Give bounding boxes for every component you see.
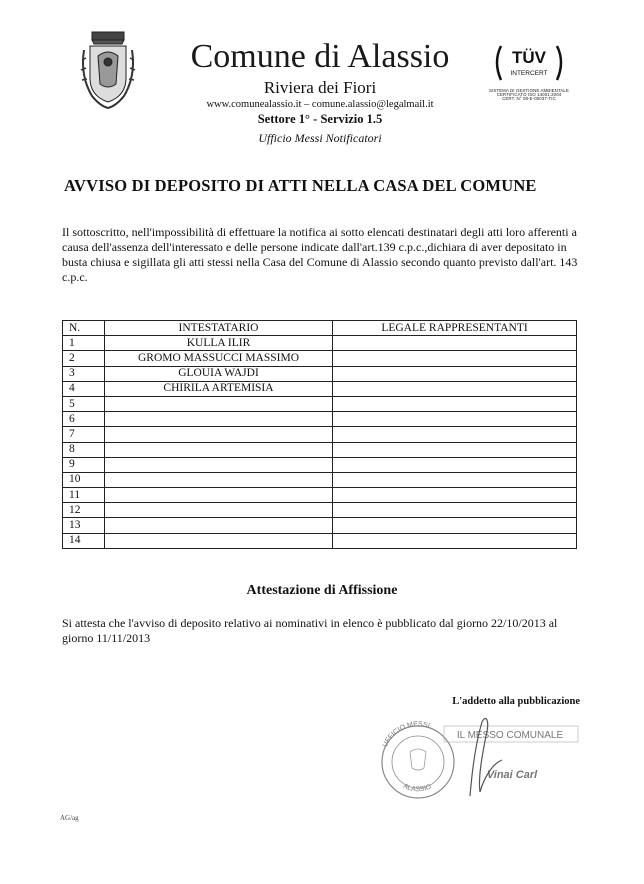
row-legale — [333, 457, 577, 472]
header-legale: LEGALE RAPPRESENTANTI — [333, 321, 577, 336]
row-intestatario — [105, 503, 333, 518]
cert-line-2: CERTIFICATO ISO 14001:2004 — [496, 92, 562, 98]
row-intestatario — [105, 518, 333, 533]
row-intestatario: GROMO MASSUCCI MASSIMO — [105, 351, 333, 366]
row-intestatario — [105, 427, 333, 442]
table-row — [63, 396, 577, 411]
table-row — [63, 503, 577, 518]
stamp-title-text: IL MESSO COMUNALE — [456, 730, 564, 741]
comune-subtitle: Riviera dei Fiori — [263, 78, 377, 97]
row-legale — [333, 412, 577, 427]
row-number: 12 — [63, 503, 105, 518]
attestazione-title: Attestazione di Affissione — [246, 583, 398, 598]
row-intestatario: CHIRILA ARTEMISIA — [105, 381, 333, 396]
footer-code: AG/ag — [60, 814, 79, 822]
row-number: 7 — [63, 427, 105, 442]
table-row — [63, 518, 577, 533]
row-intestatario — [105, 457, 333, 472]
row-legale — [333, 472, 577, 487]
comune-crest-icon — [78, 30, 138, 112]
table-row — [63, 442, 577, 457]
row-number: 9 — [63, 457, 105, 472]
comune-title: Comune di Alassio — [190, 38, 450, 75]
contact-line: www.comunealassio.it – comune.alassio@legalmail.it — [206, 99, 434, 110]
row-legale — [333, 427, 577, 442]
header-n: N. — [63, 321, 105, 336]
tuv-logo-icon — [491, 42, 567, 84]
row-legale — [333, 366, 577, 381]
official-stamp-icon — [372, 712, 582, 802]
intro-paragraph: Il sottoscritto, nell'impossibilità di effettuare la notifica ai sotto elencati destinatari degli atti loro afferenti a causa dell'assenza dell'interessato e delle persone indicate dall'art.139 c.p.c.,dichiara di aver depositato in busta chiusa e sigillata gli atti stessi nella Casa del Comune di Alassio secondo quanto previsto dall'art. 143 c.p.c. — [62, 225, 578, 284]
row-intestatario — [105, 412, 333, 427]
row-legale — [333, 351, 577, 366]
table-row — [63, 472, 577, 487]
table-row — [63, 366, 577, 381]
addetto-label: L'addetto alla pubblicazione — [452, 696, 580, 707]
row-legale — [333, 381, 577, 396]
row-legale — [333, 336, 577, 351]
row-number: 10 — [63, 472, 105, 487]
table-row — [63, 381, 577, 396]
row-intestatario — [105, 396, 333, 411]
table-header-row — [63, 321, 577, 336]
row-intestatario — [105, 533, 333, 548]
settore-line: Settore 1° - Servizio 1.5 — [257, 112, 383, 126]
row-intestatario — [105, 442, 333, 457]
row-intestatario: KULLA ILIR — [105, 336, 333, 351]
seal-top-text: UFFICIO MESSI — [381, 720, 431, 749]
row-legale — [333, 488, 577, 503]
table-row — [63, 336, 577, 351]
seal-bottom-text: ALASSIO — [401, 782, 433, 794]
table-row — [63, 412, 577, 427]
attestazione-text: Si attesta che l'avviso di deposito relativo ai nominativi in elenco è pubblicato dal giorno 22/10/2013 al giorno 11/11/2013 — [62, 616, 558, 645]
row-number: 14 — [63, 533, 105, 548]
row-number: 1 — [63, 336, 105, 351]
tuv-logo-sub: INTERCERT — [510, 70, 548, 77]
header-intestatario: INTESTATARIO — [105, 321, 333, 336]
document-heading: AVVISO DI DEPOSITO DI ATTI NELLA CASA DEL COMUNE — [64, 176, 537, 195]
row-legale — [333, 533, 577, 548]
tuv-logo-text: TÜV — [512, 48, 546, 67]
stamp-name-text: Vinai Carl — [486, 769, 538, 781]
row-legale — [333, 518, 577, 533]
row-intestatario — [105, 472, 333, 487]
row-intestatario: GLOUIA WAJDI — [105, 366, 333, 381]
row-intestatario — [105, 488, 333, 503]
table-row — [63, 457, 577, 472]
table-row — [63, 533, 577, 548]
row-legale — [333, 503, 577, 518]
row-legale — [333, 396, 577, 411]
row-number: 5 — [63, 396, 105, 411]
table-row — [63, 351, 577, 366]
certification-block — [484, 42, 574, 122]
row-number: 6 — [63, 412, 105, 427]
destinatari-table — [62, 320, 577, 549]
row-number: 11 — [63, 488, 105, 503]
row-number: 2 — [63, 351, 105, 366]
cert-line-1: SISTEMA DI GESTIONE AMBIENTALE — [488, 88, 569, 93]
ufficio-line: Ufficio Messi Notificatori — [258, 131, 382, 145]
table-row — [63, 488, 577, 503]
letterhead — [150, 38, 490, 147]
row-number: 13 — [63, 518, 105, 533]
cert-line-3: CERT. N° 08-E-00037-TIC — [502, 96, 556, 102]
row-number: 3 — [63, 366, 105, 381]
table-row — [63, 427, 577, 442]
row-number: 4 — [63, 381, 105, 396]
row-number: 8 — [63, 442, 105, 457]
row-legale — [333, 442, 577, 457]
